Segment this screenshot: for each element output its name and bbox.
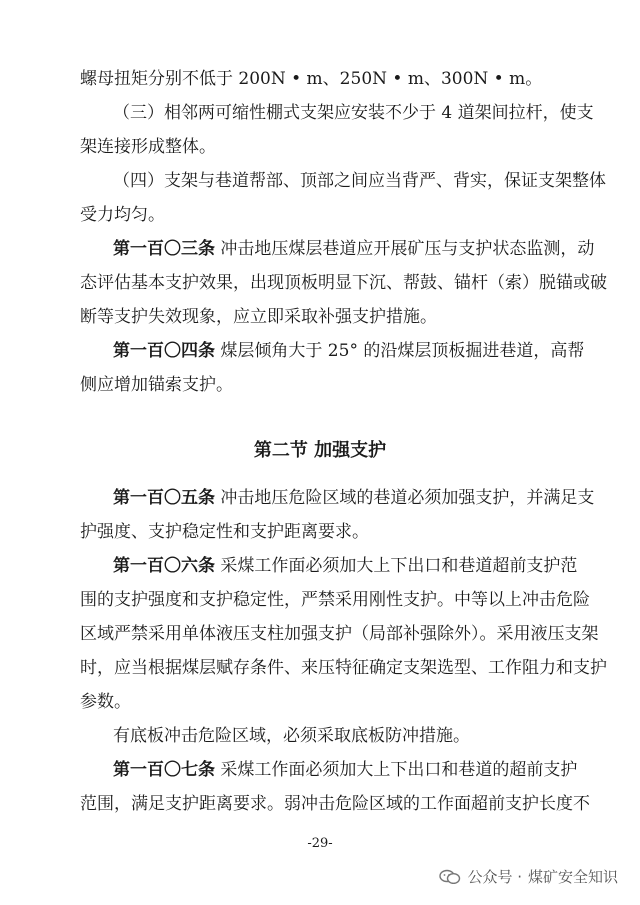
watermark-name: 煤矿安全知识 bbox=[527, 868, 618, 886]
text-line: 架连接形成整体。 bbox=[80, 137, 216, 157]
text-span: 煤层倾角大于 25° 的沿煤层顶板掘进巷道，高帮 bbox=[220, 341, 585, 361]
article-104-line bbox=[113, 341, 585, 361]
text-line: 有底板冲击危险区域，必须采取底板防冲措施。 bbox=[113, 726, 470, 746]
text-line: 螺母扭矩分别不低于 200N • m、250N • m、300N • m。 bbox=[80, 69, 543, 89]
page-number: -29- bbox=[307, 836, 333, 851]
text-line: 时，应当根据煤层赋存条件、来压特征确定支架选型、工作阻力和支护 bbox=[80, 658, 607, 678]
text-line: 范围，满足支护距离要求。弱冲击危险区域的工作面超前支护长度不 bbox=[80, 794, 590, 814]
article-number: 第一百〇三条 bbox=[113, 239, 215, 259]
article-number: 第一百〇五条 bbox=[113, 488, 215, 508]
text-span: 采煤工作面必须加大上下出口和巷道超前支护范 bbox=[220, 556, 578, 576]
text-line: 护强度、支护稳定性和支护距离要求。 bbox=[80, 522, 369, 542]
text-span: 采煤工作面必须加大上下出口和巷道的超前支护 bbox=[220, 760, 578, 780]
watermark-prefix: 公众号 · bbox=[467, 868, 522, 886]
text-span: 冲击地压煤层巷道应开展矿压与支护状态监测，动 bbox=[220, 239, 595, 259]
article-number: 第一百〇七条 bbox=[113, 760, 215, 780]
text-line: （四）支架与巷道帮部、顶部之间应当背严、背实，保证支架整体 bbox=[113, 171, 606, 191]
text-span: 冲击地压危险区域的巷道必须加强支护，并满足支 bbox=[220, 488, 595, 508]
article-number: 第一百〇六条 bbox=[113, 556, 215, 576]
wechat-icon bbox=[439, 869, 461, 885]
text-line: 参数。 bbox=[80, 692, 131, 712]
article-105-line bbox=[113, 488, 595, 508]
watermark bbox=[439, 866, 618, 887]
text-line: 围的支护强度和支护稳定性，严禁采用刚性支护。中等以上冲击危险 bbox=[80, 590, 590, 610]
text-line: 受力均匀。 bbox=[80, 205, 165, 225]
text-line: （三）相邻两可缩性棚式支架应安装不少于 4 道架间拉杆，使支 bbox=[113, 103, 594, 123]
text-line: 断等支护失效现象，应立即采取补强支护措施。 bbox=[80, 307, 437, 327]
text-line: 区域严禁采用单体液压支柱加强支护（局部补强除外）。采用液压支架 bbox=[80, 624, 599, 644]
article-107-line bbox=[113, 760, 578, 780]
text-line: 侧应增加锚索支护。 bbox=[80, 375, 233, 395]
text-line: 态评估基本支护效果，出现顶板明显下沉、帮鼓、锚杆（索）脱锚或破 bbox=[80, 273, 607, 293]
section-heading: 第二节 加强支护 bbox=[253, 440, 387, 461]
article-number: 第一百〇四条 bbox=[113, 341, 215, 361]
article-106-line bbox=[113, 556, 578, 576]
article-103-line bbox=[113, 239, 595, 259]
